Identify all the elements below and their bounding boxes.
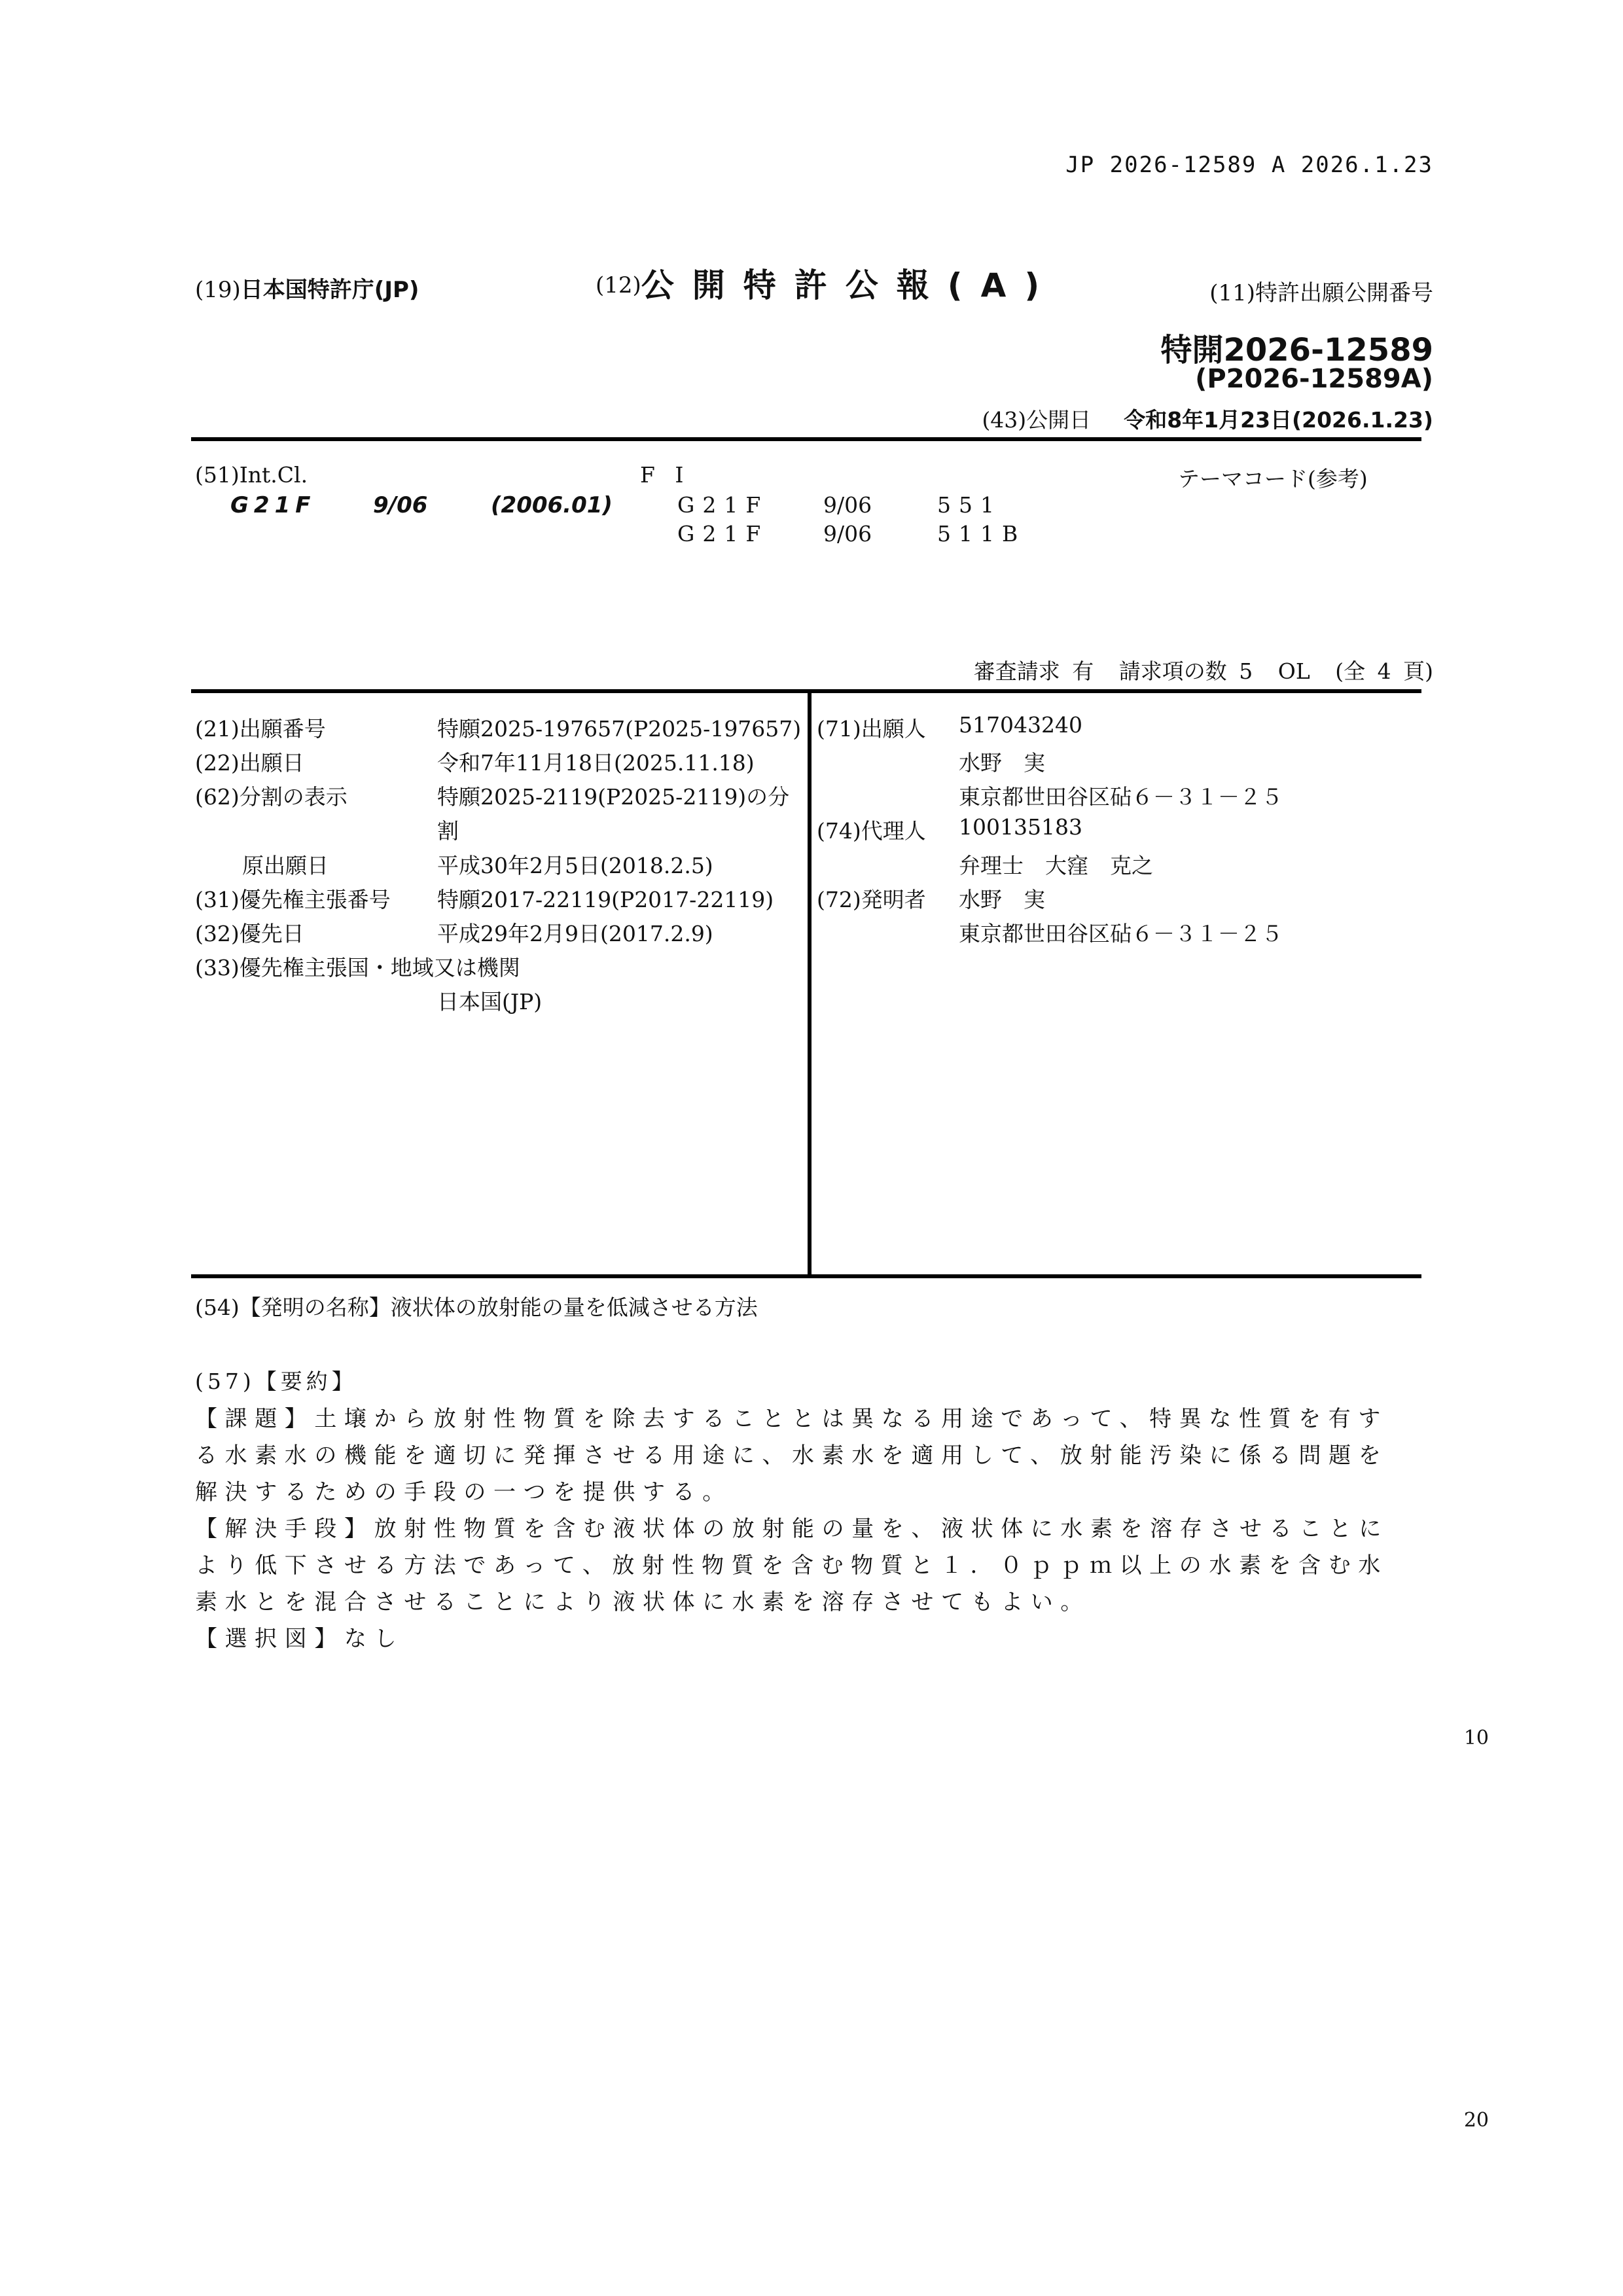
publication-date-row — [982, 403, 1433, 434]
abstract-line: 【解決手段】放射性物質を含む液状体の放射能の量を、液状体に水素を溶存させることに — [195, 1516, 1389, 1542]
field-value-continued: 割 — [437, 818, 459, 844]
margin-line-number: 20 — [1463, 2109, 1489, 2132]
abstract-line: 解決するための手段の一つを提供する。 — [195, 1479, 732, 1505]
examination-status — [961, 655, 1433, 685]
abstract-line: る水素水の機能を適切に発揮させる用途に、水素水を適用して、放射能汚染に係る問題を — [195, 1443, 1389, 1469]
ol-marker: OL — [1277, 658, 1310, 684]
inventor-address: 東京都世田谷区砧６－３１－２５ — [959, 921, 1283, 946]
applicant-label: (71)出願人 — [817, 716, 926, 742]
abstract-line: 【選択図】なし — [195, 1626, 404, 1652]
claim-count: 請求項の数 5 — [1118, 658, 1253, 684]
agent-id: 100135183 — [959, 814, 1082, 840]
field-value: 平成30年2月5日(2018.2.5) — [437, 853, 713, 878]
agent-label: (74)代理人 — [817, 818, 926, 844]
field-value: 令和7年11月18日(2025.11.18) — [437, 750, 755, 776]
abstract-line: 素水とを混合させることにより液状体に水素を溶存させてもよい。 — [195, 1589, 1090, 1615]
issuing-office — [195, 272, 419, 304]
intcl-label: (51)Int.Cl. — [195, 462, 308, 488]
ipc-group: 9/06 — [373, 492, 428, 518]
fi-class: G21F — [677, 492, 769, 518]
fi-code: 551 — [937, 492, 1002, 518]
field-value: 日本国(JP) — [437, 989, 543, 1014]
field-label: (32)優先日 — [195, 921, 304, 946]
abstract-line: 【課題】土壌から放射性物質を除去することとは異なる用途であって、特異な性質を有す — [195, 1406, 1388, 1432]
inventor-label: (72)発明者 — [817, 887, 926, 912]
margin-line-number: 10 — [1463, 1727, 1489, 1749]
fi-label: F I — [640, 462, 690, 488]
field-value: 平成29年2月9日(2017.2.9) — [437, 921, 713, 946]
field-value: 特願2025-197657(P2025-197657) — [437, 716, 802, 742]
gazette-kind-title: 公開特許公報(A) — [641, 266, 1058, 304]
gazette-kind-code: (12) — [596, 272, 641, 298]
biblio-column-divider — [808, 689, 812, 1278]
applicant-address: 東京都世田谷区砧６－３１－２５ — [959, 784, 1283, 810]
field-value: 特願2025-2119(P2025-2119)の分 — [437, 784, 790, 810]
field-label: (33)優先権主張国・地域又は機関 — [195, 955, 520, 980]
field-value: 特願2017-22119(P2017-22119) — [437, 887, 774, 912]
examination-request: 審査請求 有 — [973, 658, 1094, 684]
fi-group: 9/06 — [823, 521, 872, 547]
publication-number-label: (11)特許出願公開番号 — [1209, 280, 1433, 306]
field-label: 原出願日 — [242, 853, 329, 878]
fi-code: 511B — [937, 521, 1026, 547]
office-code: (19) — [195, 277, 241, 303]
office-name: 日本国特許庁(JP) — [240, 277, 419, 303]
publication-date-label: (43)公開日 — [982, 407, 1092, 433]
field-label: (31)優先権主張番号 — [195, 887, 391, 912]
publication-number: 特開2026-12589 — [1160, 332, 1433, 368]
document-id: JP 2026-12589 A 2026.1.23 — [1065, 152, 1433, 178]
field-label: (22)出願日 — [195, 750, 304, 776]
field-label: (62)分割の表示 — [195, 784, 348, 810]
publication-date: 令和8年1月23日(2026.1.23) — [1124, 407, 1433, 433]
publication-number-p: (P2026-12589A) — [1195, 364, 1433, 394]
inventor-name: 水野 実 — [959, 887, 1045, 912]
abstract-line: より低下させる方法であって、放射性物質を含む物質と１．０ｐｐｍ以上の水素を含む水 — [195, 1552, 1388, 1579]
ipc-class: G21F — [230, 492, 316, 518]
theme-code-label: テーマコード(参考) — [1178, 466, 1368, 492]
header-divider — [191, 437, 1421, 441]
invention-title: (54)【発明の名称】液状体の放射能の量を低減させる方法 — [195, 1295, 758, 1320]
field-label: (21)出願番号 — [195, 716, 326, 742]
applicant-name: 水野 実 — [959, 750, 1045, 776]
agent-name: 弁理士 大窪 克之 — [959, 853, 1153, 878]
applicant-id: 517043240 — [959, 712, 1082, 738]
biblio-bottom-divider — [191, 1274, 1421, 1278]
fi-class: G21F — [677, 521, 769, 547]
ipc-version: (2006.01) — [491, 492, 613, 518]
abstract-heading: (57)【要約】 — [195, 1369, 357, 1394]
biblio-top-divider — [191, 689, 1421, 693]
gazette-title — [596, 259, 1058, 306]
page-count: (全 4 頁) — [1335, 658, 1433, 684]
fi-group: 9/06 — [823, 492, 872, 518]
